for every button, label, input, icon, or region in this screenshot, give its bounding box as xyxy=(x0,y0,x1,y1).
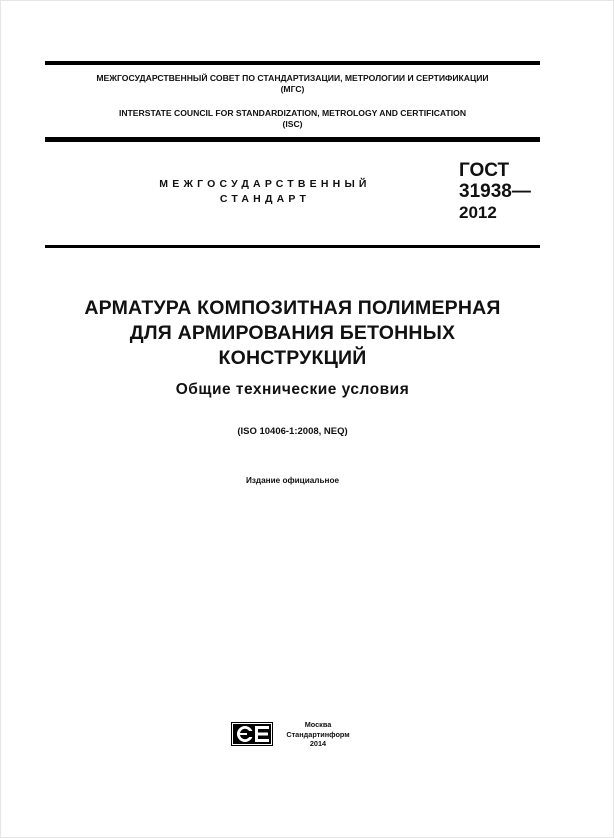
standard-type-line1: МЕЖГОСУДАРСТВЕННЫЙ xyxy=(159,178,371,190)
standard-type xyxy=(115,177,415,207)
council-abbr-en: (ISC) xyxy=(282,119,303,129)
document-title xyxy=(45,296,540,371)
council-name-en-line: INTERSTATE COUNCIL FOR STANDARDIZATION, METROLOGY AND CERTIFICATION xyxy=(118,108,467,118)
publisher-city: Москва xyxy=(304,720,332,729)
council-name-russian xyxy=(45,73,540,95)
council-name-english xyxy=(45,108,540,130)
publisher-year: 2014 xyxy=(309,739,327,748)
title-line1: АРМАТУРА КОМПОЗИТНАЯ ПОЛИМЕРНАЯ xyxy=(84,297,501,319)
top-rule xyxy=(45,61,540,65)
standard-type-line2: СТАНДАРТ xyxy=(219,193,311,205)
designation-year: 2012 xyxy=(459,203,497,222)
bottom-rule xyxy=(45,245,540,248)
designation-number: 31938— xyxy=(459,181,531,202)
edition-note: Издание официальное xyxy=(245,476,340,485)
middle-rule xyxy=(45,137,540,142)
title-line3: КОНСТРУКЦИЙ xyxy=(218,347,367,369)
designation-prefix: ГОСТ xyxy=(459,160,510,181)
council-name-ru-line: МЕЖГОСУДАРСТВЕННЫЙ СОВЕТ ПО СТАНДАРТИЗАЦИИ, МЕТРОЛОГИИ И СЕРТИФИКАЦИИ xyxy=(96,73,489,83)
iso-reference: (ISO 10406-1:2008, NEQ) xyxy=(237,426,348,437)
title-line2: ДЛЯ АРМИРОВАНИЯ БЕТОННЫХ xyxy=(129,322,456,344)
standartinform-logo-icon xyxy=(231,722,273,746)
document-subtitle: Общие технические условия xyxy=(175,381,410,398)
standard-designation xyxy=(459,160,531,223)
publisher-block xyxy=(278,720,358,749)
publisher-name: Стандартинформ xyxy=(286,729,350,739)
council-abbr-ru: (МГС) xyxy=(280,84,305,94)
